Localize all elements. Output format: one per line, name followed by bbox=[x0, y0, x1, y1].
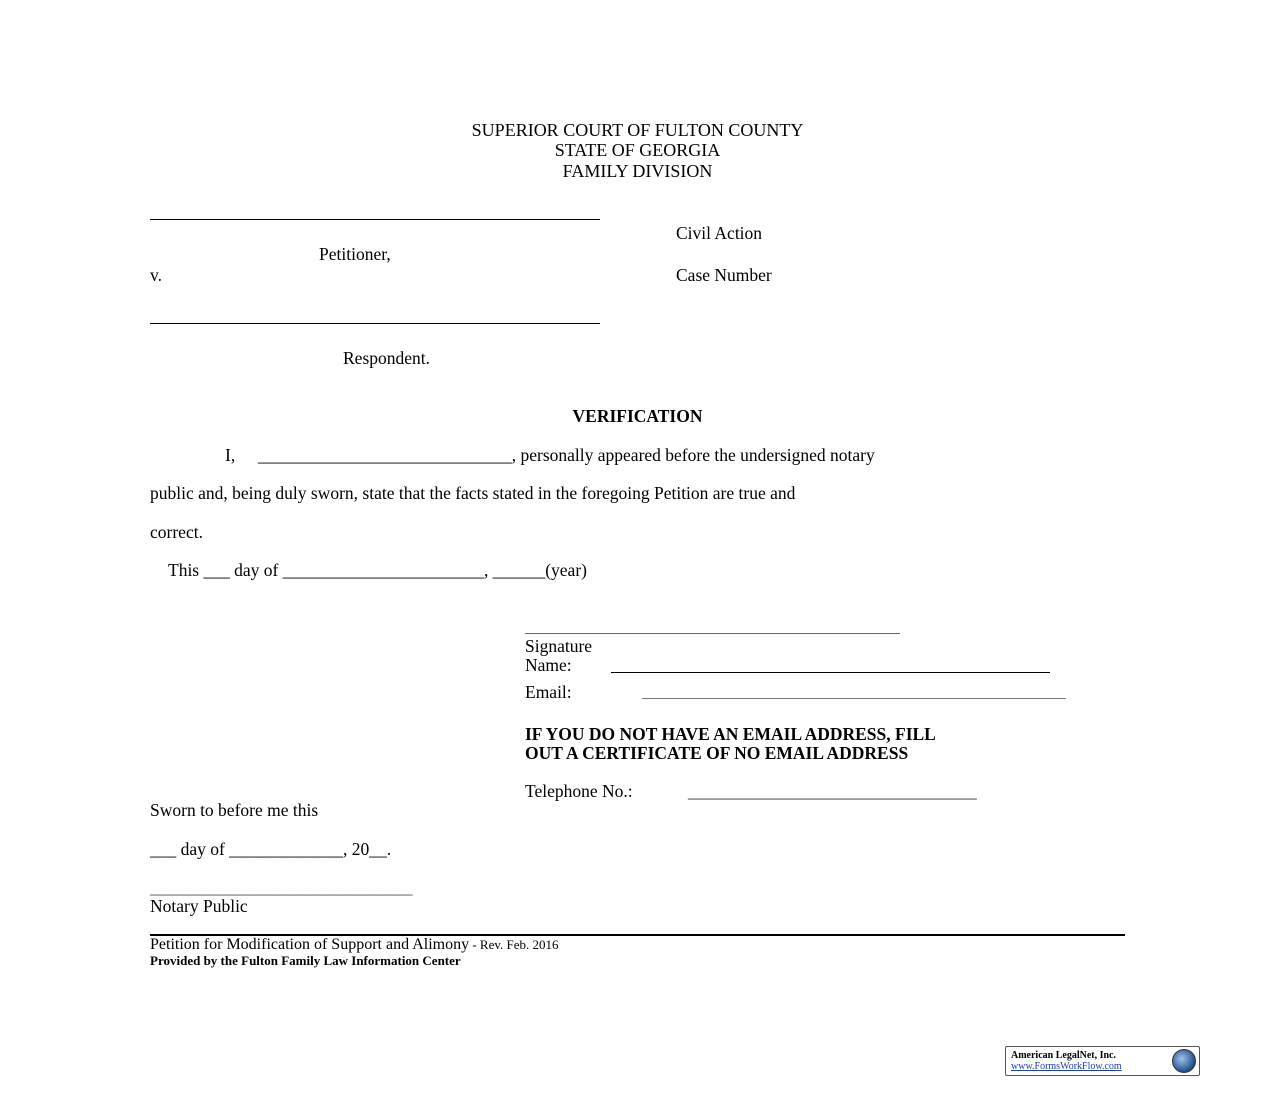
court-state: STATE OF GEORGIA bbox=[554, 140, 721, 160]
footer-revision: - Rev. Feb. 2016 bbox=[469, 937, 559, 952]
versus-label: v. bbox=[150, 265, 162, 285]
court-division: FAMILY DIVISION bbox=[562, 161, 713, 181]
email-line[interactable] bbox=[642, 698, 1066, 699]
notary-public-label: Notary Public bbox=[150, 896, 248, 916]
notary-signature-line[interactable]: ______________________________ bbox=[150, 877, 413, 897]
signature-line[interactable] bbox=[525, 633, 900, 634]
american-legalnet-logo[interactable] bbox=[1005, 1046, 1200, 1076]
email-label: Email: bbox=[525, 682, 572, 702]
signature-label: Signature bbox=[525, 636, 593, 656]
telephone-label: Telephone No.: bbox=[525, 781, 633, 801]
footer-provider: Provided by the Fulton Family Law Information Center bbox=[150, 953, 461, 968]
verification-title: VERIFICATION bbox=[572, 406, 703, 426]
respondent-name-line[interactable] bbox=[150, 323, 600, 324]
verification-date-line: This ___ day of _______________________, ______(year) bbox=[168, 560, 587, 580]
sworn-label: Sworn to before me this bbox=[150, 800, 319, 820]
logo-company: American LegalNet, Inc. bbox=[1011, 1050, 1116, 1061]
name-label: Name: bbox=[525, 655, 572, 675]
no-email-notice-2: OUT A CERTIFICATE OF NO EMAIL ADDRESS bbox=[525, 743, 909, 763]
notary-date-line: ___ day of _____________, 20__. bbox=[150, 839, 392, 859]
footer-title bbox=[150, 936, 559, 954]
logo-url[interactable]: www.FormsWorkFlow.com bbox=[1011, 1061, 1122, 1072]
footer-form-title: Petition for Modification of Support and Alimony bbox=[150, 936, 470, 953]
verification-line-1: _____________________________, personally appeared before the undersigned notary bbox=[258, 445, 875, 465]
petitioner-label: Petitioner, bbox=[319, 244, 391, 264]
name-line[interactable] bbox=[611, 672, 1050, 673]
case-number-label: Case Number bbox=[676, 265, 772, 285]
no-email-notice-1: IF YOU DO NOT HAVE AN EMAIL ADDRESS, FILL bbox=[525, 724, 936, 744]
civil-action-label: Civil Action bbox=[676, 223, 763, 243]
verification-i: I, bbox=[225, 445, 236, 465]
verification-line-2: public and, being duly sworn, state that the facts stated in the foregoing Petition are true and bbox=[150, 483, 796, 503]
verification-line-3: correct. bbox=[150, 522, 203, 542]
petitioner-name-line[interactable] bbox=[150, 219, 600, 220]
telephone-line[interactable]: _________________________________ bbox=[688, 781, 977, 801]
court-name: SUPERIOR COURT OF FULTON COUNTY bbox=[471, 120, 804, 140]
respondent-label: Respondent. bbox=[343, 348, 431, 368]
globe-icon bbox=[1172, 1049, 1196, 1073]
